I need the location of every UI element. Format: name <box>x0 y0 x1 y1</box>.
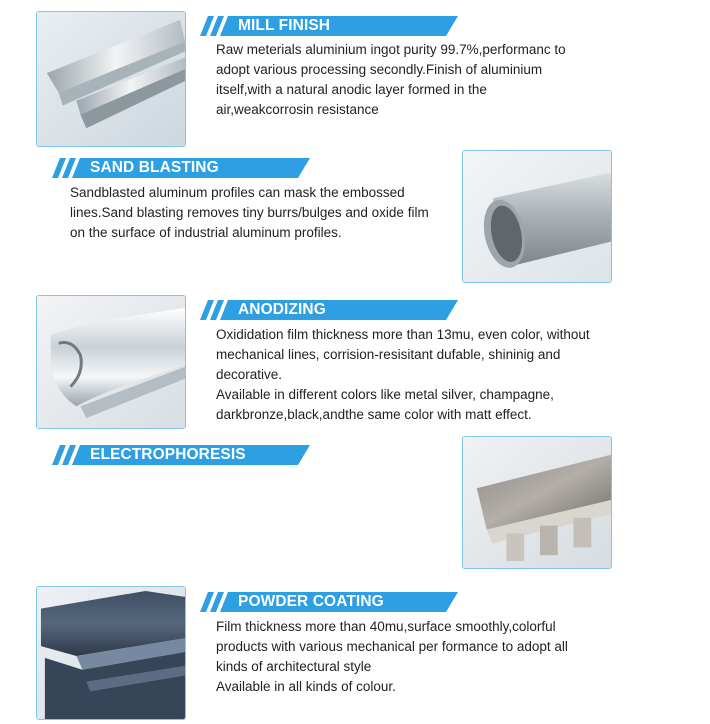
section-banner-sand-blasting <box>52 158 310 178</box>
description-line: Raw meterials aluminium ingot purity 99.7%,performanc to <box>216 42 566 57</box>
section-banner-powder-coating <box>200 592 458 612</box>
section-description-mill-finish <box>216 40 696 120</box>
description-line: darkbronze,black,andthe same color with matt effect. <box>216 407 532 422</box>
section-banner-electrophoresis <box>52 445 310 465</box>
section-title-anodizing: ANODIZING <box>238 301 326 318</box>
description-line: itself,with a natural anodic layer formed in the <box>216 82 487 97</box>
description-line: Available in different colors like metal silver, champagne, <box>216 387 554 402</box>
section-banner-anodizing <box>200 300 458 320</box>
powder-coated-profile-photo <box>36 586 186 720</box>
electrophoresis-profile-photo <box>462 436 612 569</box>
description-line: decorative. <box>216 367 283 382</box>
description-line: air,weakcorrosin resistance <box>216 102 379 117</box>
description-line: adopt various processing secondly.Finish of aluminium <box>216 62 543 77</box>
description-line: Available in all kinds of colour. <box>216 679 396 694</box>
section-title-sand-blasting: SAND BLASTING <box>90 159 219 176</box>
section-title-electrophoresis: ELECTROPHORESIS <box>90 446 246 463</box>
section-description-anodizing <box>216 325 696 425</box>
mill-finish-profile-photo <box>36 11 186 147</box>
description-line: products with various mechanical per formance to adopt all <box>216 639 568 654</box>
section-title-mill-finish: MILL FINISH <box>238 17 331 34</box>
description-line: mechanical lines, corrision-resisitant dufable, shininig and <box>216 347 561 362</box>
description-line: Film thickness more than 40mu,surface smoothly,colorful <box>216 619 556 634</box>
section-banner-mill-finish <box>200 16 458 36</box>
sand-blasted-tube-photo <box>462 150 612 283</box>
section-description-powder-coating <box>216 617 696 697</box>
description-line: on the surface of industrial aluminum profiles. <box>70 225 342 240</box>
anodized-profile-photo <box>36 295 186 429</box>
description-line: lines.Sand blasting removes tiny burrs/bulges and oxide film <box>70 205 429 220</box>
section-title-powder-coating: POWDER COATING <box>238 593 384 610</box>
description-line: Oxididation film thickness more than 13mu, even color, without <box>216 327 590 342</box>
description-line: kinds of architectural style <box>216 659 372 674</box>
section-description-sand-blasting <box>70 183 450 243</box>
description-line: Sandblasted aluminum profiles can mask the embossed <box>70 185 405 200</box>
